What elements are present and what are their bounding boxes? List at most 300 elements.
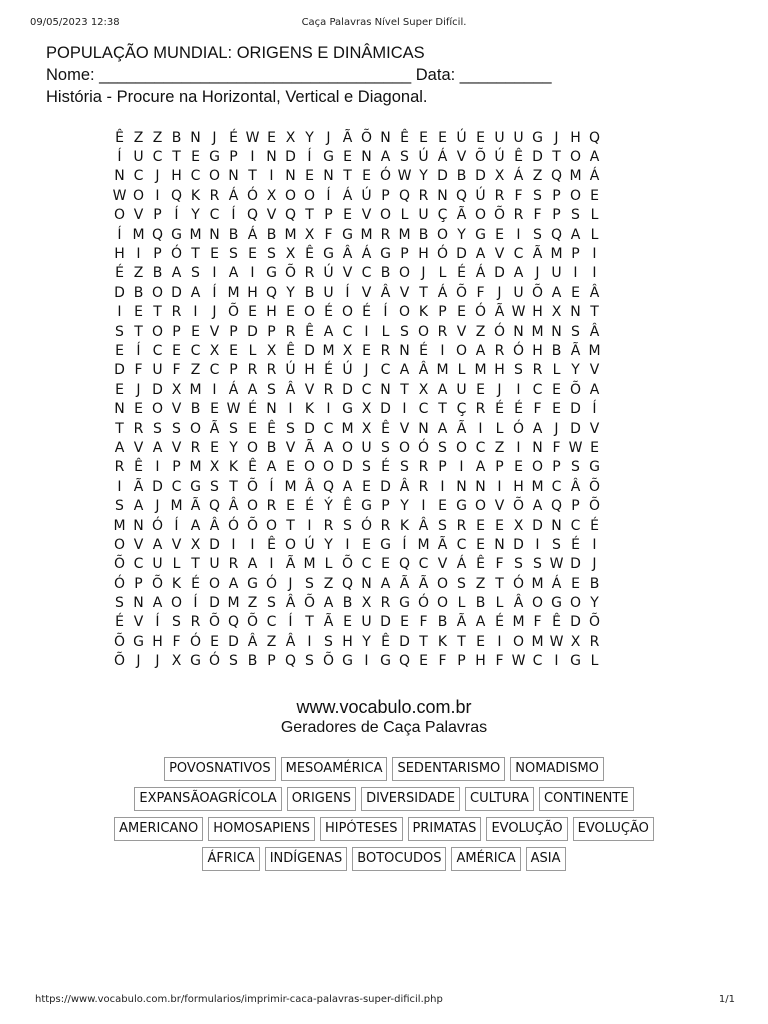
grid-letter: C [152, 342, 163, 359]
grid-letter: I [193, 304, 198, 321]
grid-letter: Ó [493, 323, 506, 340]
grid-letter: É [248, 401, 257, 418]
grid-letter: E [343, 207, 352, 224]
grid-letter: Z [190, 362, 201, 379]
grid-letter: Á [551, 575, 562, 592]
grid-letter: S [115, 595, 124, 612]
grid-letter: S [362, 459, 371, 476]
grid-letter: B [247, 653, 258, 670]
grid-letter: M [227, 284, 240, 301]
grid-letter: R [133, 420, 144, 437]
generator-caption: Geradores de Caça Palavras [280, 719, 488, 736]
grid-letter: Ó [360, 517, 373, 534]
grid-letter: É [495, 614, 504, 631]
grid-letter: Ó [379, 168, 392, 185]
grid-letter: X [285, 246, 296, 263]
grid-letter: Á [228, 381, 239, 398]
grid-letter: W [245, 129, 260, 146]
grid-letter: D [475, 168, 486, 185]
grid-letter: I [155, 459, 160, 476]
grid-letter: E [362, 168, 371, 185]
word-item: POVOSNATIVOS [164, 757, 276, 781]
grid-letter: E [210, 246, 219, 263]
grid-letter: B [266, 439, 277, 456]
grid-letter: U [209, 556, 220, 573]
grid-letter: A [551, 284, 562, 301]
grid-letter: S [172, 420, 181, 437]
grid-letter: O [379, 207, 392, 224]
word-item: CONTINENTE [539, 787, 634, 811]
grid-letter: G [475, 226, 486, 243]
grid-letter: P [324, 207, 333, 224]
grid-letter: G [133, 633, 144, 650]
grid-letter: Í [288, 614, 293, 631]
grid-letter: F [324, 226, 333, 243]
grid-letter: D [152, 478, 163, 495]
grid-letter: Q [284, 653, 297, 670]
grid-letter: S [115, 498, 124, 515]
grid-letter: Â [285, 633, 296, 650]
grid-letter: Q [550, 498, 563, 515]
grid-letter: E [267, 129, 276, 146]
grid-letter: I [402, 401, 407, 418]
grid-letter: C [190, 342, 201, 359]
grid-row [110, 555, 604, 574]
grid-letter: S [191, 265, 200, 282]
grid-letter: L [324, 556, 333, 573]
grid-letter: Q [550, 226, 563, 243]
grid-letter: Â [418, 517, 429, 534]
grid-letter: Á [247, 226, 258, 243]
grid-row [110, 128, 604, 147]
grid-letter: T [115, 420, 124, 437]
grid-letter: O [132, 187, 145, 204]
grid-letter: J [592, 556, 597, 573]
grid-letter: B [342, 595, 353, 612]
grid-letter: O [170, 595, 183, 612]
grid-letter: E [134, 304, 143, 321]
grid-letter: V [361, 207, 372, 224]
grid-letter: V [399, 284, 410, 301]
grid-letter: G [589, 459, 600, 476]
grid-letter: B [152, 265, 163, 282]
grid-row [110, 225, 604, 244]
grid-letter: I [136, 246, 141, 263]
grid-letter: B [133, 284, 144, 301]
grid-letter: C [361, 265, 372, 282]
grid-letter: É [457, 265, 466, 282]
grid-letter: A [589, 381, 600, 398]
grid-letter: Í [174, 517, 179, 534]
grid-letter: Z [494, 439, 505, 456]
grid-letter: V [133, 614, 144, 631]
grid-letter: Ê [134, 459, 143, 476]
grid-letter: A [190, 517, 201, 534]
grid-letter: Y [362, 633, 371, 650]
grid-letter: N [456, 478, 467, 495]
grid-letter: M [360, 226, 373, 243]
grid-letter: A [323, 595, 334, 612]
grid-letter: I [535, 536, 540, 553]
grid-letter: Õ [284, 265, 297, 282]
grid-letter: Õ [151, 575, 164, 592]
grid-letter: T [172, 149, 181, 166]
grid-letter: Á [456, 556, 467, 573]
grid-letter: Á [437, 284, 448, 301]
print-datetime: 09/05/2023 12:38 [30, 17, 120, 28]
grid-row [110, 458, 604, 477]
grid-letter: W [511, 653, 526, 670]
grid-letter: Ú [475, 187, 486, 204]
grid-letter: I [592, 265, 597, 282]
grid-letter: Ó [189, 633, 202, 650]
grid-row [110, 380, 604, 399]
grid-letter: E [191, 323, 200, 340]
grid-letter: A [475, 614, 486, 631]
grid-letter: Ó [474, 304, 487, 321]
grid-letter: Q [398, 187, 411, 204]
grid-letter: C [532, 381, 543, 398]
grid-letter: E [115, 342, 124, 359]
grid-letter: M [227, 595, 240, 612]
word-item: CULTURA [465, 787, 534, 811]
grid-letter: O [531, 595, 544, 612]
grid-letter: É [115, 265, 124, 282]
grid-letter: T [191, 246, 200, 263]
grid-letter: Â [380, 284, 391, 301]
grid-letter: T [153, 304, 162, 321]
grid-letter: A [247, 381, 258, 398]
grid-letter: G [551, 595, 562, 612]
grid-row [110, 419, 604, 438]
word-item: EVOLUÇÃO [573, 817, 654, 841]
grid-letter: Q [265, 284, 278, 301]
grid-letter: G [380, 246, 391, 263]
grid-letter: F [476, 284, 485, 301]
grid-letter: Ê [286, 342, 295, 359]
grid-letter: X [266, 342, 277, 359]
grid-letter: Ó [170, 246, 183, 263]
grid-letter: Ã [399, 575, 410, 592]
grid-letter: Ê [305, 323, 314, 340]
grid-letter: B [589, 575, 600, 592]
grid-letter: C [209, 362, 220, 379]
grid-letter: R [418, 187, 429, 204]
grid-letter: T [343, 168, 352, 185]
grid-letter: C [418, 556, 429, 573]
grid-letter: Q [398, 556, 411, 573]
grid-row [110, 496, 604, 515]
grid-letter: T [248, 168, 257, 185]
grid-letter: S [343, 517, 352, 534]
grid-letter: V [456, 149, 467, 166]
grid-letter: S [286, 420, 295, 437]
grid-letter: I [421, 498, 426, 515]
grid-letter: I [459, 459, 464, 476]
grid-letter: B [475, 595, 486, 612]
grid-letter: V [456, 323, 467, 340]
grid-letter: U [418, 207, 429, 224]
grid-letter: Ú [323, 265, 334, 282]
grid-letter: R [266, 498, 277, 515]
word-item: INDÍGENAS [265, 847, 348, 871]
grid-letter: W [549, 556, 564, 573]
grid-letter: C [532, 653, 543, 670]
grid-row [110, 283, 604, 302]
grid-letter: T [134, 323, 143, 340]
grid-letter: P [438, 304, 447, 321]
grid-letter: V [399, 420, 410, 437]
grid-letter: R [456, 517, 467, 534]
grid-letter: S [172, 614, 181, 631]
grid-letter: Q [246, 207, 259, 224]
grid-letter: V [209, 323, 220, 340]
grid-letter: H [171, 168, 182, 185]
grid-letter: R [475, 401, 486, 418]
grid-letter: P [267, 323, 276, 340]
grid-letter: D [304, 342, 315, 359]
grid-letter: L [495, 595, 504, 612]
grid-letter: H [513, 478, 524, 495]
grid-letter: M [189, 459, 202, 476]
grid-letter: X [342, 342, 353, 359]
grid-letter: G [399, 595, 410, 612]
grid-letter: X [551, 304, 562, 321]
grid-letter: X [304, 226, 315, 243]
word-list [30, 757, 738, 877]
grid-letter: É [571, 536, 580, 553]
grid-letter: U [494, 129, 505, 146]
grid-letter: X [171, 653, 182, 670]
grid-letter: M [303, 556, 316, 573]
grid-letter: S [229, 246, 238, 263]
grid-letter: Z [133, 129, 144, 146]
grid-letter: É [115, 614, 124, 631]
grid-letter: Á [361, 246, 372, 263]
grid-letter: Q [322, 478, 335, 495]
grid-letter: Ã [323, 614, 334, 631]
grid-letter: Ó [208, 653, 221, 670]
grid-letter: Õ [113, 556, 126, 573]
grid-letter: C [551, 478, 562, 495]
grid-letter: S [438, 517, 447, 534]
grid-letter: J [535, 265, 540, 282]
word-item: AMÉRICA [451, 847, 520, 871]
grid-letter: É [362, 304, 371, 321]
grid-letter: I [155, 187, 160, 204]
grid-letter: R [513, 207, 524, 224]
grid-letter: E [286, 304, 295, 321]
grid-letter: B [437, 614, 448, 631]
grid-letter: E [305, 168, 314, 185]
grid-letter: X [361, 595, 372, 612]
grid-letter: R [380, 226, 391, 243]
grid-letter: R [418, 459, 429, 476]
grid-letter: E [476, 517, 485, 534]
grid-letter: S [267, 246, 276, 263]
grid-letter: Ó [113, 575, 126, 592]
grid-row [110, 147, 604, 166]
grid-letter: R [380, 595, 391, 612]
grid-letter: Õ [208, 614, 221, 631]
grid-letter: C [418, 401, 429, 418]
grid-letter: H [494, 362, 505, 379]
grid-letter: Q [550, 168, 563, 185]
grid-letter: Ó [417, 439, 430, 456]
grid-letter: Õ [531, 284, 544, 301]
grid-letter: I [212, 265, 217, 282]
grid-letter: D [494, 265, 505, 282]
grid-letter: P [552, 459, 561, 476]
grid-letter: J [155, 653, 160, 670]
grid-letter: I [307, 633, 312, 650]
sheet-header [46, 42, 552, 108]
grid-letter: G [342, 401, 353, 418]
grid-letter: E [552, 401, 561, 418]
grid-letter: P [381, 187, 390, 204]
grid-letter: Y [305, 129, 314, 146]
grid-letter: Ê [115, 129, 124, 146]
grid-letter: M [341, 420, 354, 437]
grid-row [110, 186, 604, 205]
grid-letter: P [552, 207, 561, 224]
grid-letter: N [266, 149, 277, 166]
grid-letter: Ã [570, 342, 581, 359]
grid-letter: P [229, 362, 238, 379]
grid-letter: J [554, 420, 559, 437]
grid-letter: A [228, 265, 239, 282]
grid-letter: Ê [552, 614, 561, 631]
grid-letter: O [151, 284, 164, 301]
grid-letter: K [437, 633, 448, 650]
grid-letter: J [212, 304, 217, 321]
grid-letter: A [475, 342, 486, 359]
grid-letter: K [228, 459, 239, 476]
grid-letter: R [304, 265, 315, 282]
grid-letter: L [457, 362, 466, 379]
grid-letter: E [419, 129, 428, 146]
grid-letter: A [380, 575, 391, 592]
grid-letter: A [323, 323, 334, 340]
grid-letter: D [342, 459, 353, 476]
grid-letter: G [266, 265, 277, 282]
grid-letter: Ý [324, 498, 333, 515]
grid-letter: V [133, 207, 144, 224]
grid-letter: O [208, 575, 221, 592]
grid-letter: T [229, 478, 238, 495]
word-item: PRIMATAS [408, 817, 482, 841]
grid-letter: N [266, 401, 277, 418]
grid-letter: S [305, 653, 314, 670]
grid-letter: Â [399, 478, 410, 495]
grid-letter: O [455, 439, 468, 456]
grid-letter: R [380, 517, 391, 534]
grid-letter: A [513, 265, 524, 282]
grid-letter: Y [324, 536, 333, 553]
grid-letter: O [398, 265, 411, 282]
grid-letter: C [342, 323, 353, 340]
grid-letter: F [438, 653, 447, 670]
grid-letter: S [115, 323, 124, 340]
grid-letter: O [436, 226, 449, 243]
grid-letter: Y [590, 595, 599, 612]
grid-letter: H [570, 129, 581, 146]
grid-letter: G [456, 498, 467, 515]
grid-letter: Ú [456, 129, 467, 146]
grid-letter: O [474, 207, 487, 224]
grid-letter: S [514, 556, 523, 573]
grid-letter: L [495, 420, 504, 437]
grid-letter: Í [326, 187, 331, 204]
grid-letter: N [228, 168, 239, 185]
grid-letter: O [265, 517, 278, 534]
grid-letter: Z [323, 575, 334, 592]
grid-letter: P [229, 323, 238, 340]
grid-letter: Z [247, 595, 258, 612]
grid-letter: I [307, 517, 312, 534]
grid-letter: J [554, 129, 559, 146]
grid-letter: U [361, 439, 372, 456]
grid-letter: M [132, 226, 145, 243]
grid-letter: X [209, 459, 220, 476]
grid-row [110, 516, 604, 535]
grid-letter: L [457, 595, 466, 612]
grid-letter: I [478, 420, 483, 437]
grid-letter: K [171, 575, 182, 592]
grid-letter: H [114, 246, 125, 263]
grid-letter: Q [588, 129, 601, 146]
word-list-row [30, 817, 738, 841]
grid-letter: C [361, 556, 372, 573]
grid-letter: Í [383, 304, 388, 321]
grid-letter: H [532, 342, 543, 359]
grid-letter: B [228, 226, 239, 243]
grid-letter: G [190, 478, 201, 495]
grid-letter: Ã [190, 498, 201, 515]
grid-letter: Q [227, 614, 240, 631]
grid-letter: O [398, 304, 411, 321]
grid-letter: E [476, 129, 485, 146]
grid-letter: D [570, 401, 581, 418]
grid-letter: P [172, 323, 181, 340]
grid-letter: V [171, 536, 182, 553]
grid-letter: F [134, 362, 143, 379]
grid-letter: N [380, 129, 391, 146]
grid-letter: N [418, 420, 429, 437]
grid-letter: G [570, 653, 581, 670]
grid-letter: É [590, 517, 599, 534]
grid-letter: T [419, 633, 428, 650]
grid-letter: Á [513, 168, 524, 185]
grid-letter: I [364, 653, 369, 670]
grid-letter: A [532, 498, 543, 515]
grid-letter: D [114, 362, 125, 379]
grid-letter: M [284, 226, 297, 243]
grid-letter: N [380, 381, 391, 398]
grid-letter: E [552, 381, 561, 398]
grid-letter: E [381, 556, 390, 573]
grid-letter: Õ [227, 304, 240, 321]
grid-letter: M [569, 168, 582, 185]
grid-letter: I [440, 342, 445, 359]
grid-letter: K [418, 304, 429, 321]
grid-letter: Z [133, 265, 144, 282]
grid-letter: P [381, 498, 390, 515]
grid-letter: V [285, 439, 296, 456]
grid-letter: J [136, 653, 141, 670]
grid-letter: A [247, 556, 258, 573]
grid-letter: L [172, 556, 181, 573]
